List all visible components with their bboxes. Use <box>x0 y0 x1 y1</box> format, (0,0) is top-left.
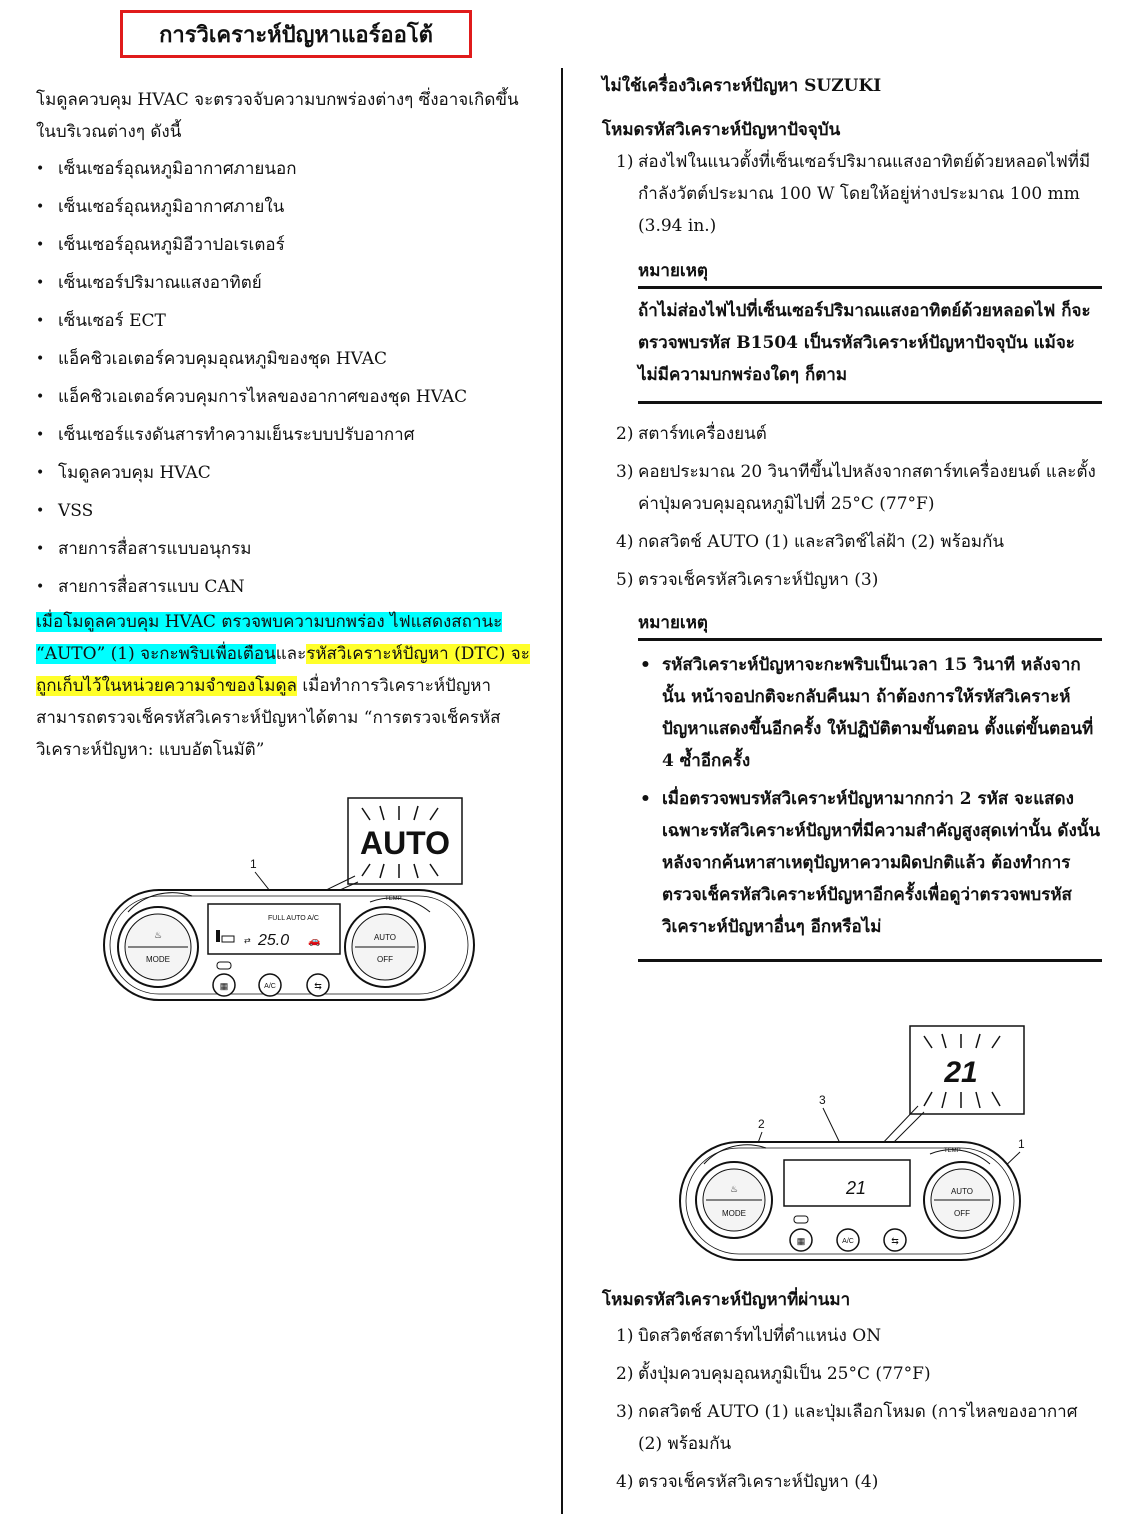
list-item: • แอ็คชิวเอเตอร์ควบคุมอุณหภูมิของชุด HVAC <box>36 340 536 378</box>
callout-1: 1 <box>1018 1137 1025 1151</box>
list-item: • เซ็นเซอร์อุณหภูมิอีวาปอเรเตอร์ <box>36 226 536 264</box>
step-number: 4) <box>616 532 634 552</box>
callout-2: 2 <box>758 1117 765 1131</box>
ac-button-label: A/C <box>842 1238 854 1245</box>
list-item: • สายการสื่อสารแบบอนุกรม <box>36 530 536 568</box>
step-item <box>602 1396 1102 1460</box>
step-item <box>602 1320 1102 1352</box>
step-number: 2) <box>616 1364 634 1384</box>
heading-no-tool: ไม่ใช้เครื่องวิเคราะห์ปัญหา SUZUKI <box>602 76 882 96</box>
step-item <box>602 526 1102 558</box>
defrost-icon: ♨ <box>729 1184 739 1194</box>
page-title-box <box>120 10 472 58</box>
rear-defrost-icon: ▦ <box>796 1236 806 1246</box>
list-item: • แอ็คชิวเอเตอร์ควบคุมการไหลของอากาศของชุด HVAC <box>36 378 536 416</box>
left-column <box>36 84 536 766</box>
callout-3: 3 <box>819 1093 826 1107</box>
step-item <box>602 146 1102 242</box>
step-text: คอยประมาณ 20 วินาทีขึ้นไปหลังจากสตาร์ทเครื่องยนต์ และตั้งค่าปุ่มควบคุมอุณหภูมิไปที่ 25°C (77°F) <box>638 462 1096 514</box>
airflow-icon: ⇄ <box>244 936 251 945</box>
lcd-temp: 25.0 <box>258 932 290 949</box>
step-text: กดสวิตช์ AUTO (1) และปุ่มเลือกโหมด (การไหลของอากาศ (2) พร้อมกัน <box>638 1402 1078 1454</box>
para-rest: เมื่อทำการวิเคราะห์ปัญหา สามารถตรวจเช็ครหัสวิเคราะห์ปัญหาได้ตาม “การตรวจเช็ครหัสวิเคราะห์ปัญหา: แบบอัตโนมัติ” <box>36 676 501 760</box>
lcd-status-text: FULL AUTO A/C <box>268 915 319 922</box>
note-item: • เมื่อตรวจพบรหัสวิเคราะห์ปัญหามากกว่า 2 รหัส จะแสดงเฉพาะรหัสวิเคราะห์ปัญหาที่มีความสำคัญสูงสุดเท่านั้น ดังนั้น หลังจากค้นหาสาเหตุปัญหาความผิดปกติแล้ว ต้องทำการตรวจเช็ครหัสวิเคราะห์ปัญหาอีกครั้งเพื่อดูว่าตรวจพบรหัสวิเคราะห์ปัญหาอื่นๆ อีกหรือไม่ <box>638 783 1102 943</box>
right-column <box>602 74 1102 962</box>
steps-current-b <box>602 418 1102 596</box>
step-number: 2) <box>616 424 634 444</box>
component-list <box>36 150 536 606</box>
highlight-cyan: เมื่อโมดูลควบคุม HVAC ตรวจพบความบกพร่อง ไฟแสดงสถานะ “AUTO” (1) จะกะพริบเพื่อเตือน <box>36 612 503 664</box>
step-text: สตาร์ทเครื่องยนต์ <box>638 424 767 444</box>
step-item <box>602 1466 1102 1498</box>
fan-level-bar-icon <box>216 930 220 942</box>
defrost-icon: ♨ <box>153 930 163 940</box>
para-and: และ <box>275 644 307 664</box>
note2-box <box>638 638 1102 962</box>
note2-title: หมายเหตุ <box>638 613 708 633</box>
note1-text: ถ้าไม่ส่องไฟไปที่เซ็นเซอร์ปริมาณแสงอาทิตย์ด้วยหลอดไฟ ก็จะตรวจพบรหัส B1504 เป็นรหัสวิเคราะห์ปัญหาปัจจุบัน แม้จะไม่มีความบกพร่องใดๆ ก็ตาม <box>638 301 1091 385</box>
recirc-icon: ⇆ <box>891 1236 899 1246</box>
rear-defrost-icon: ▦ <box>219 981 229 991</box>
list-item: • เซ็นเซอร์แรงดันสารทำความเย็นระบบปรับอากาศ <box>36 416 536 454</box>
temp-label: TEMP <box>944 1148 961 1154</box>
code-zoom-label: 21 <box>944 1056 978 1089</box>
list-item: • เซ็นเซอร์ ECT <box>36 302 536 340</box>
temp-label: TEMP <box>385 896 402 902</box>
list-item: • เซ็นเซอร์ปริมาณแสงอาทิตย์ <box>36 264 536 302</box>
note1-title: หมายเหตุ <box>638 261 708 281</box>
callout-1: 1 <box>250 857 257 871</box>
note1-box <box>638 286 1102 404</box>
mode-label: MODE <box>146 955 170 964</box>
step-item <box>602 456 1102 520</box>
steps-current-a <box>602 146 1102 242</box>
highlight-yellow: รหัสวิเคราะห์ปัญหา (DTC) จะถูกเก็บไว้ในหน่วยความจำของโมดูล <box>36 644 530 696</box>
mode-label: MODE <box>722 1209 746 1218</box>
hvac-panel-figure-auto <box>100 790 520 1010</box>
step-text: ตรวจเช็ครหัสวิเคราะห์ปัญหา (3) <box>638 570 879 590</box>
step-number: 5) <box>616 570 634 590</box>
step-text: บิดสวิตช์สตาร์ทไปที่ตำแหน่ง ON <box>638 1326 882 1346</box>
note-item: • รหัสวิเคราะห์ปัญหาจะกะพริบเป็นเวลา 15 วินาที หลังจากนั้น หน้าจอปกติจะกลับคืนมา ถ้าต้องการให้รหัสวิเคราะห์ปัญหาแสดงขึ้นอีกครั้ง ให้ปฏิบัติตามขั้นตอน ตั้งแต่ขั้นตอนที่ 4 ซ้ำอีกครั้ง <box>638 649 1102 777</box>
lcd-code: 21 <box>845 1178 867 1198</box>
off-button-label[interactable]: OFF <box>377 955 393 964</box>
recirc-car-icon: 🚗 <box>308 936 321 947</box>
auto-button-label[interactable]: AUTO <box>373 933 397 942</box>
page-title: การวิเคราะห์ปัญหาแอร์ออโต้ <box>159 21 433 48</box>
step-number: 3) <box>616 462 634 482</box>
list-item: • สายการสื่อสารแบบ CAN <box>36 568 536 606</box>
hvac-panel-figure-code <box>676 1024 1036 1264</box>
step-item <box>602 1358 1102 1390</box>
auto-button-label[interactable]: AUTO <box>950 1187 974 1196</box>
heading-current-dtc: โหมดรหัสวิเคราะห์ปัญหาปัจจุบัน <box>602 120 841 140</box>
step-number: 1) <box>616 1326 634 1346</box>
step-text: ส่องไฟในแนวตั้งที่เซ็นเซอร์ปริมาณแสงอาทิตย์ด้วยหลอดไฟที่มีกำลังวัตต์ประมาณ 100 W โดยให้อยู่ห่างประมาณ 100 mm (3.94 in.) <box>638 152 1091 236</box>
steps-past <box>602 1320 1102 1498</box>
column-divider <box>561 68 563 1514</box>
off-button-label[interactable]: OFF <box>954 1209 970 1218</box>
list-item: • VSS <box>36 492 536 530</box>
list-item: • เซ็นเซอร์อุณหภูมิอากาศภายใน <box>36 188 536 226</box>
past-dtc-section <box>602 1288 1102 1498</box>
ac-button-label: A/C <box>264 983 276 990</box>
step-number: 1) <box>616 152 634 172</box>
intro-paragraph: โมดูลควบคุม HVAC จะตรวจจับความบกพร่องต่างๆ ซึ่งอาจเกิดขึ้นในบริเวณต่างๆ ดังนี้ <box>36 90 519 142</box>
step-text: กดสวิตช์ AUTO (1) และสวิตช์ไล่ฝ้า (2) พร้อมกัน <box>638 532 1005 552</box>
note2-list <box>638 649 1102 943</box>
list-item: • เซ็นเซอร์อุณหภูมิอากาศภายนอก <box>36 150 536 188</box>
step-item <box>602 564 1102 596</box>
recirc-icon: ⇆ <box>314 981 322 991</box>
list-item: • โมดูลควบคุม HVAC <box>36 454 536 492</box>
heading-past-dtc: โหมดรหัสวิเคราะห์ปัญหาที่ผ่านมา <box>602 1290 851 1310</box>
step-number: 3) <box>616 1402 634 1422</box>
auto-zoom-label: AUTO <box>359 825 451 861</box>
step-number: 4) <box>616 1472 634 1492</box>
step-item <box>602 418 1102 450</box>
step-text: ตั้งปุ่มควบคุมอุณหภูมิเป็น 25°C (77°F) <box>638 1364 931 1384</box>
detection-paragraph <box>36 606 536 766</box>
indicator-lamp <box>217 962 231 969</box>
indicator-lamp <box>794 1216 808 1223</box>
step-text: ตรวจเช็ครหัสวิเคราะห์ปัญหา (4) <box>638 1472 879 1492</box>
